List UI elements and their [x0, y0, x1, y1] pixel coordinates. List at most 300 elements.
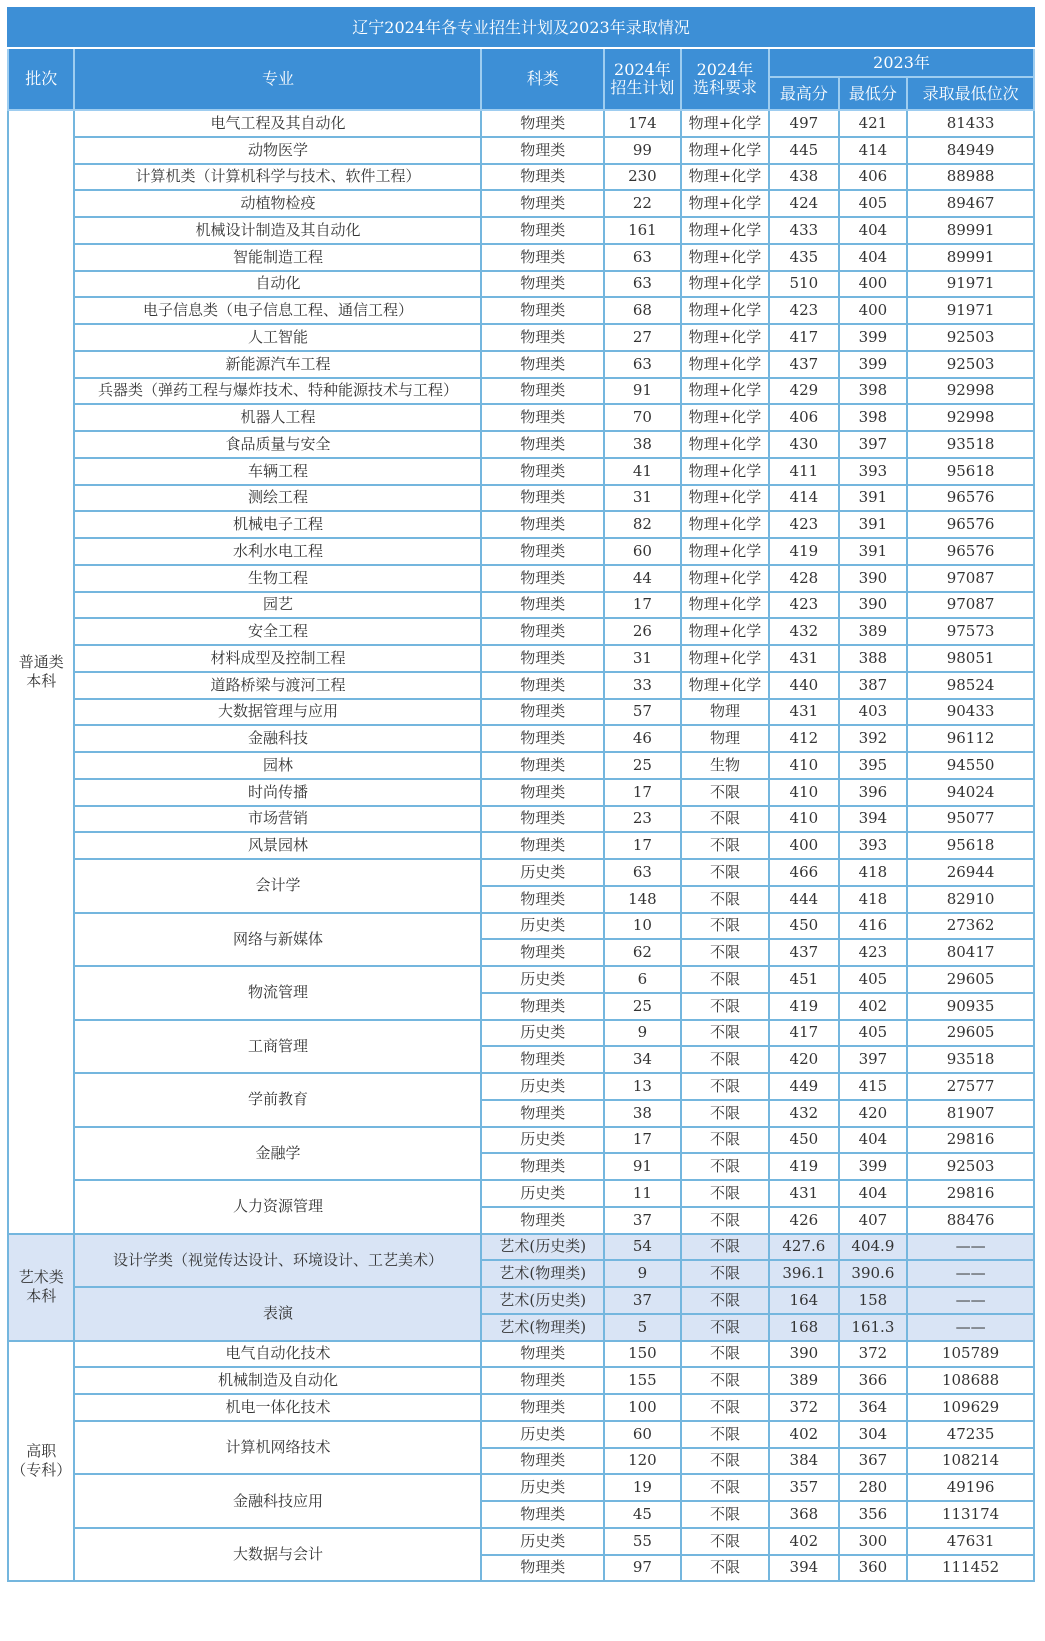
- subject-cell: 物理类: [481, 1341, 604, 1368]
- major-name: 工商管理: [74, 1020, 481, 1074]
- major-name: 市场营销: [74, 806, 481, 833]
- max-score-cell: 427.6: [769, 1234, 839, 1261]
- subject-cell: 物理类: [481, 271, 604, 298]
- min-score-cell: 404: [839, 244, 908, 271]
- min-score-cell: 360: [839, 1555, 908, 1582]
- min-score-cell: 415: [839, 1073, 908, 1100]
- subject-cell: 历史类: [481, 966, 604, 993]
- max-score-cell: 423: [769, 592, 839, 619]
- plan-cell: 60: [604, 1421, 681, 1448]
- max-score-cell: 420: [769, 1046, 839, 1073]
- requirement-cell: 不限: [681, 1207, 769, 1234]
- subject-cell: 历史类: [481, 1421, 604, 1448]
- max-score-cell: 444: [769, 886, 839, 913]
- min-rank-cell: 111452: [907, 1555, 1034, 1582]
- major-name: 风景园林: [74, 832, 481, 859]
- table-row: [8, 1180, 1034, 1207]
- max-score-cell: 417: [769, 324, 839, 351]
- subject-cell: 历史类: [481, 1474, 604, 1501]
- major-name: 动植物检疫: [74, 190, 481, 217]
- min-rank-cell: 109629: [907, 1394, 1034, 1421]
- plan-cell: 37: [604, 1287, 681, 1314]
- max-score-cell: 450: [769, 1127, 839, 1154]
- table-row: [8, 966, 1034, 993]
- subject-cell: 物理类: [481, 1555, 604, 1582]
- major-name: 计算机类（计算机科学与技术、软件工程）: [74, 164, 481, 191]
- max-score-cell: 390: [769, 1341, 839, 1368]
- table-row: [8, 485, 1034, 512]
- plan-cell: 230: [604, 164, 681, 191]
- min-rank-cell: ——: [907, 1234, 1034, 1261]
- max-score-cell: 437: [769, 351, 839, 378]
- admission-table-sheet: [7, 7, 1035, 1582]
- requirement-cell: 物理+化学: [681, 217, 769, 244]
- plan-cell: 22: [604, 190, 681, 217]
- subject-cell: 物理类: [481, 404, 604, 431]
- major-name: 材料成型及控制工程: [74, 645, 481, 672]
- plan-cell: 63: [604, 244, 681, 271]
- subject-cell: 物理类: [481, 725, 604, 752]
- max-score-cell: 417: [769, 1020, 839, 1047]
- subject-cell: 物理类: [481, 217, 604, 244]
- max-score-cell: 389: [769, 1367, 839, 1394]
- plan-cell: 57: [604, 699, 681, 726]
- major-name: 大数据与会计: [74, 1528, 481, 1582]
- header-req-2024: [681, 48, 769, 110]
- table-row: [8, 1474, 1034, 1501]
- requirement-cell: 不限: [681, 1501, 769, 1528]
- requirement-cell: 物理+化学: [681, 164, 769, 191]
- major-name: 兵器类（弹药工程与爆炸技术、特种能源技术与工程）: [74, 378, 481, 405]
- min-score-cell: 393: [839, 458, 908, 485]
- subject-cell: 物理类: [481, 645, 604, 672]
- table-row: [8, 1528, 1034, 1555]
- max-score-cell: 412: [769, 725, 839, 752]
- min-score-cell: 397: [839, 1046, 908, 1073]
- batch-label: 艺术类 本科: [18, 1268, 64, 1305]
- requirement-cell: 不限: [681, 993, 769, 1020]
- min-rank-cell: 89991: [907, 217, 1034, 244]
- min-rank-cell: 98524: [907, 672, 1034, 699]
- requirement-cell: 不限: [681, 1448, 769, 1475]
- major-name: 会计学: [74, 859, 481, 913]
- major-name: 机械电子工程: [74, 511, 481, 538]
- plan-cell: 19: [604, 1474, 681, 1501]
- subject-cell: 物理类: [481, 538, 604, 565]
- subject-cell: 物理类: [481, 1367, 604, 1394]
- subject-cell: 物理类: [481, 832, 604, 859]
- max-score-cell: 426: [769, 1207, 839, 1234]
- max-score-cell: 410: [769, 806, 839, 833]
- requirement-cell: 物理+化学: [681, 538, 769, 565]
- max-score-cell: 429: [769, 378, 839, 405]
- major-name: 新能源汽车工程: [74, 351, 481, 378]
- major-name: 生物工程: [74, 565, 481, 592]
- subject-cell: 物理类: [481, 110, 604, 137]
- requirement-cell: 不限: [681, 1341, 769, 1368]
- major-name: 大数据管理与应用: [74, 699, 481, 726]
- plan-cell: 60: [604, 538, 681, 565]
- table-row: [8, 752, 1034, 779]
- max-score-cell: 419: [769, 538, 839, 565]
- max-score-cell: 396.1: [769, 1260, 839, 1287]
- min-rank-cell: 91971: [907, 271, 1034, 298]
- header-plan-2024-text: 2024年 招生计划: [610, 59, 675, 97]
- plan-cell: 55: [604, 1528, 681, 1555]
- requirement-cell: 不限: [681, 1073, 769, 1100]
- requirement-cell: 不限: [681, 779, 769, 806]
- subject-cell: 历史类: [481, 1528, 604, 1555]
- min-score-cell: 402: [839, 993, 908, 1020]
- major-name: 金融科技: [74, 725, 481, 752]
- table-row: [8, 1234, 1034, 1261]
- major-name: 网络与新媒体: [74, 913, 481, 967]
- min-score-cell: 399: [839, 351, 908, 378]
- table-title: 辽宁2024年各专业招生计划及2023年录取情况: [8, 8, 1034, 48]
- major-name: 金融科技应用: [74, 1474, 481, 1528]
- plan-cell: 99: [604, 137, 681, 164]
- subject-cell: 物理类: [481, 297, 604, 324]
- requirement-cell: 不限: [681, 806, 769, 833]
- max-score-cell: 164: [769, 1287, 839, 1314]
- max-score-cell: 384: [769, 1448, 839, 1475]
- table-row: [8, 1073, 1034, 1100]
- plan-cell: 70: [604, 404, 681, 431]
- min-score-cell: 404.9: [839, 1234, 908, 1261]
- requirement-cell: 物理+化学: [681, 404, 769, 431]
- max-score-cell: 433: [769, 217, 839, 244]
- plan-cell: 31: [604, 485, 681, 512]
- subject-cell: 物理类: [481, 806, 604, 833]
- min-score-cell: 391: [839, 511, 908, 538]
- min-score-cell: 364: [839, 1394, 908, 1421]
- subject-cell: 历史类: [481, 1127, 604, 1154]
- requirement-cell: 物理: [681, 699, 769, 726]
- max-score-cell: 368: [769, 1501, 839, 1528]
- table-row: [8, 565, 1034, 592]
- min-rank-cell: 81907: [907, 1100, 1034, 1127]
- max-score-cell: 423: [769, 511, 839, 538]
- subject-cell: 艺术(历史类): [481, 1234, 604, 1261]
- plan-cell: 37: [604, 1207, 681, 1234]
- min-score-cell: 158: [839, 1287, 908, 1314]
- plan-cell: 150: [604, 1341, 681, 1368]
- min-rank-cell: 92998: [907, 378, 1034, 405]
- header-req-2024-text: 2024年 选科要求: [692, 59, 757, 97]
- min-score-cell: 391: [839, 538, 908, 565]
- plan-cell: 63: [604, 859, 681, 886]
- plan-cell: 38: [604, 1100, 681, 1127]
- min-score-cell: 418: [839, 859, 908, 886]
- table-body: [8, 110, 1034, 1581]
- max-score-cell: 400: [769, 832, 839, 859]
- header-min-score: 最低分: [839, 77, 908, 110]
- requirement-cell: 不限: [681, 913, 769, 940]
- min-rank-cell: 27362: [907, 913, 1034, 940]
- plan-cell: 82: [604, 511, 681, 538]
- min-score-cell: 396: [839, 779, 908, 806]
- requirement-cell: 物理+化学: [681, 458, 769, 485]
- requirement-cell: 不限: [681, 966, 769, 993]
- major-name: 水利水电工程: [74, 538, 481, 565]
- table-row: [8, 672, 1034, 699]
- min-score-cell: 398: [839, 378, 908, 405]
- plan-cell: 13: [604, 1073, 681, 1100]
- subject-cell: 物理类: [481, 511, 604, 538]
- max-score-cell: 357: [769, 1474, 839, 1501]
- subject-cell: 艺术(物理类): [481, 1260, 604, 1287]
- plan-cell: 17: [604, 1127, 681, 1154]
- requirement-cell: 不限: [681, 1421, 769, 1448]
- min-score-cell: 405: [839, 190, 908, 217]
- table-row: [8, 351, 1034, 378]
- min-rank-cell: 26944: [907, 859, 1034, 886]
- min-score-cell: 390.6: [839, 1260, 908, 1287]
- min-score-cell: 404: [839, 1127, 908, 1154]
- min-score-cell: 304: [839, 1421, 908, 1448]
- min-rank-cell: 94550: [907, 752, 1034, 779]
- subject-cell: 物理类: [481, 1100, 604, 1127]
- plan-cell: 38: [604, 431, 681, 458]
- min-rank-cell: 29605: [907, 1020, 1034, 1047]
- table-row: [8, 244, 1034, 271]
- min-score-cell: 423: [839, 939, 908, 966]
- min-rank-cell: 89467: [907, 190, 1034, 217]
- requirement-cell: 物理+化学: [681, 324, 769, 351]
- min-score-cell: 367: [839, 1448, 908, 1475]
- min-score-cell: 418: [839, 886, 908, 913]
- batch-cell: [8, 1341, 74, 1582]
- requirement-cell: 不限: [681, 939, 769, 966]
- major-name: 食品质量与安全: [74, 431, 481, 458]
- major-name: 自动化: [74, 271, 481, 298]
- requirement-cell: 物理+化学: [681, 672, 769, 699]
- min-score-cell: 405: [839, 966, 908, 993]
- requirement-cell: 不限: [681, 1100, 769, 1127]
- plan-cell: 63: [604, 351, 681, 378]
- max-score-cell: 394: [769, 1555, 839, 1582]
- subject-cell: 历史类: [481, 859, 604, 886]
- subject-cell: 物理类: [481, 886, 604, 913]
- plan-cell: 120: [604, 1448, 681, 1475]
- plan-cell: 5: [604, 1314, 681, 1341]
- major-name: 园艺: [74, 592, 481, 619]
- major-name: 道路桥梁与渡河工程: [74, 672, 481, 699]
- header-max-score: 最高分: [769, 77, 839, 110]
- plan-cell: 68: [604, 297, 681, 324]
- max-score-cell: 510: [769, 271, 839, 298]
- requirement-cell: 不限: [681, 1367, 769, 1394]
- table-row: [8, 217, 1034, 244]
- max-score-cell: 430: [769, 431, 839, 458]
- requirement-cell: 不限: [681, 886, 769, 913]
- subject-cell: 历史类: [481, 913, 604, 940]
- table-row: [8, 164, 1034, 191]
- major-name: 机器人工程: [74, 404, 481, 431]
- subject-cell: 物理类: [481, 699, 604, 726]
- major-name: 人工智能: [74, 324, 481, 351]
- major-name: 物流管理: [74, 966, 481, 1020]
- min-rank-cell: 105789: [907, 1341, 1034, 1368]
- min-score-cell: 395: [839, 752, 908, 779]
- requirement-cell: 物理+化学: [681, 297, 769, 324]
- min-score-cell: 394: [839, 806, 908, 833]
- major-name: 电子信息类（电子信息工程、通信工程）: [74, 297, 481, 324]
- batch-cell: [8, 1234, 74, 1341]
- plan-cell: 27: [604, 324, 681, 351]
- plan-cell: 10: [604, 913, 681, 940]
- subject-cell: 物理类: [481, 1153, 604, 1180]
- subject-cell: 物理类: [481, 351, 604, 378]
- subject-cell: 物理类: [481, 565, 604, 592]
- major-name: 学前教育: [74, 1073, 481, 1127]
- subject-cell: 物理类: [481, 324, 604, 351]
- major-name: 测绘工程: [74, 485, 481, 512]
- min-score-cell: 390: [839, 565, 908, 592]
- table-row: [8, 1394, 1034, 1421]
- min-rank-cell: 47235: [907, 1421, 1034, 1448]
- subject-cell: 物理类: [481, 993, 604, 1020]
- min-score-cell: 161.3: [839, 1314, 908, 1341]
- requirement-cell: 物理+化学: [681, 351, 769, 378]
- plan-cell: 174: [604, 110, 681, 137]
- max-score-cell: 440: [769, 672, 839, 699]
- min-rank-cell: 49196: [907, 1474, 1034, 1501]
- requirement-cell: 不限: [681, 1474, 769, 1501]
- max-score-cell: 372: [769, 1394, 839, 1421]
- min-score-cell: 388: [839, 645, 908, 672]
- subject-cell: 物理类: [481, 431, 604, 458]
- header-major: 专业: [74, 48, 481, 110]
- plan-cell: 33: [604, 672, 681, 699]
- batch-label: 普通类 本科: [18, 653, 64, 690]
- min-rank-cell: 96576: [907, 511, 1034, 538]
- max-score-cell: 431: [769, 699, 839, 726]
- subject-cell: 物理类: [481, 779, 604, 806]
- major-name: 电气工程及其自动化: [74, 110, 481, 137]
- max-score-cell: 419: [769, 1153, 839, 1180]
- major-name: 智能制造工程: [74, 244, 481, 271]
- plan-cell: 9: [604, 1020, 681, 1047]
- min-score-cell: 387: [839, 672, 908, 699]
- subject-cell: 艺术(历史类): [481, 1287, 604, 1314]
- max-score-cell: 419: [769, 993, 839, 1020]
- max-score-cell: 497: [769, 110, 839, 137]
- min-rank-cell: 108214: [907, 1448, 1034, 1475]
- min-rank-cell: 93518: [907, 431, 1034, 458]
- min-score-cell: 404: [839, 217, 908, 244]
- table-row: [8, 137, 1034, 164]
- header-plan-2024: [604, 48, 681, 110]
- min-score-cell: 366: [839, 1367, 908, 1394]
- plan-cell: 97: [604, 1555, 681, 1582]
- min-rank-cell: 95077: [907, 806, 1034, 833]
- major-name: 表演: [74, 1287, 481, 1341]
- table-row: [8, 378, 1034, 405]
- plan-cell: 17: [604, 592, 681, 619]
- subject-cell: 历史类: [481, 1020, 604, 1047]
- requirement-cell: 不限: [681, 1046, 769, 1073]
- table-row: [8, 324, 1034, 351]
- plan-cell: 25: [604, 993, 681, 1020]
- min-score-cell: 420: [839, 1100, 908, 1127]
- subject-cell: 物理类: [481, 190, 604, 217]
- min-score-cell: 404: [839, 1180, 908, 1207]
- requirement-cell: 不限: [681, 1127, 769, 1154]
- plan-cell: 46: [604, 725, 681, 752]
- subject-cell: 物理类: [481, 137, 604, 164]
- major-name: 动物医学: [74, 137, 481, 164]
- major-name: 设计学类（视觉传达设计、环境设计、工艺美术）: [74, 1234, 481, 1288]
- min-score-cell: 405: [839, 1020, 908, 1047]
- table-row: [8, 511, 1034, 538]
- table-row: [8, 110, 1034, 137]
- min-score-cell: 399: [839, 1153, 908, 1180]
- table-row: [8, 271, 1034, 298]
- max-score-cell: 402: [769, 1528, 839, 1555]
- min-rank-cell: 97573: [907, 618, 1034, 645]
- requirement-cell: 物理+化学: [681, 271, 769, 298]
- min-rank-cell: 95618: [907, 832, 1034, 859]
- major-name: 园林: [74, 752, 481, 779]
- min-rank-cell: 96576: [907, 485, 1034, 512]
- min-score-cell: 414: [839, 137, 908, 164]
- min-score-cell: 389: [839, 618, 908, 645]
- min-rank-cell: 113174: [907, 1501, 1034, 1528]
- min-rank-cell: 27577: [907, 1073, 1034, 1100]
- major-name: 人力资源管理: [74, 1180, 481, 1234]
- min-score-cell: 398: [839, 404, 908, 431]
- max-score-cell: 168: [769, 1314, 839, 1341]
- max-score-cell: 438: [769, 164, 839, 191]
- requirement-cell: 物理+化学: [681, 645, 769, 672]
- requirement-cell: 不限: [681, 1555, 769, 1582]
- requirement-cell: 不限: [681, 832, 769, 859]
- max-score-cell: 435: [769, 244, 839, 271]
- requirement-cell: 不限: [681, 1234, 769, 1261]
- requirement-cell: 物理+化学: [681, 378, 769, 405]
- table-row: [8, 832, 1034, 859]
- requirement-cell: 不限: [681, 1153, 769, 1180]
- subject-cell: 物理类: [481, 1394, 604, 1421]
- min-score-cell: 421: [839, 110, 908, 137]
- subject-cell: 物理类: [481, 458, 604, 485]
- subject-cell: 物理类: [481, 244, 604, 271]
- subject-cell: 物理类: [481, 1207, 604, 1234]
- plan-cell: 41: [604, 458, 681, 485]
- subject-cell: 历史类: [481, 1180, 604, 1207]
- plan-cell: 44: [604, 565, 681, 592]
- admission-table: [7, 7, 1035, 1582]
- min-rank-cell: 29816: [907, 1180, 1034, 1207]
- plan-cell: 63: [604, 271, 681, 298]
- min-rank-cell: 88988: [907, 164, 1034, 191]
- plan-cell: 34: [604, 1046, 681, 1073]
- max-score-cell: 410: [769, 779, 839, 806]
- min-rank-cell: ——: [907, 1314, 1034, 1341]
- min-score-cell: 407: [839, 1207, 908, 1234]
- plan-cell: 11: [604, 1180, 681, 1207]
- requirement-cell: 物理: [681, 725, 769, 752]
- max-score-cell: 406: [769, 404, 839, 431]
- min-score-cell: 393: [839, 832, 908, 859]
- plan-cell: 9: [604, 1260, 681, 1287]
- max-score-cell: 449: [769, 1073, 839, 1100]
- min-rank-cell: ——: [907, 1287, 1034, 1314]
- requirement-cell: 物理+化学: [681, 431, 769, 458]
- major-name: 机电一体化技术: [74, 1394, 481, 1421]
- min-rank-cell: 108688: [907, 1367, 1034, 1394]
